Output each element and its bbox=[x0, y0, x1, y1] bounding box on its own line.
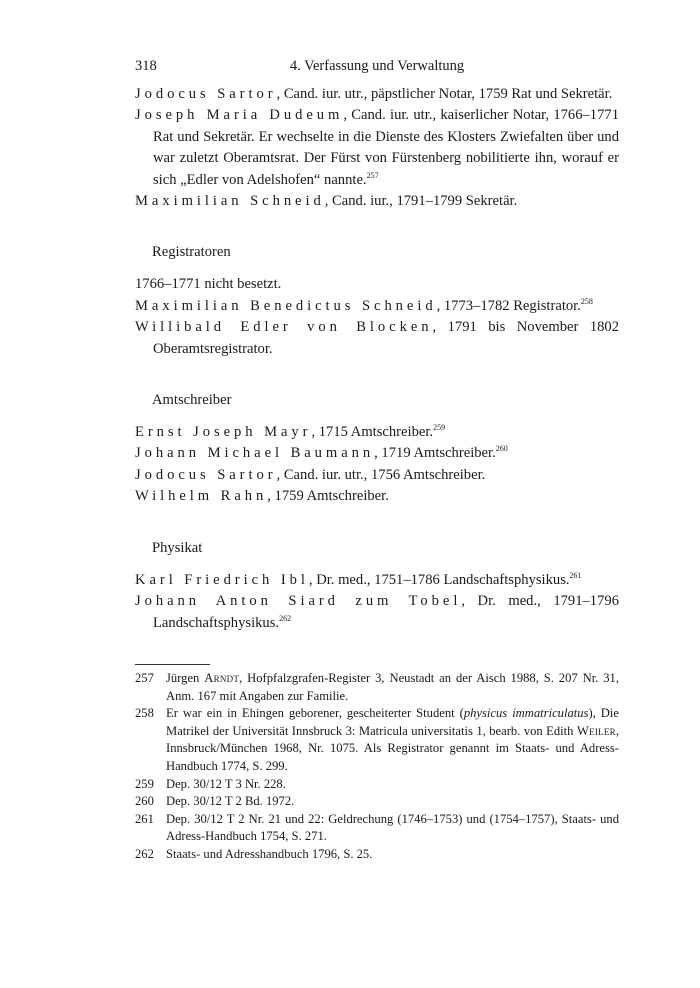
footnote-text: Dep. 30/12 T 3 Nr. 228. bbox=[166, 776, 286, 791]
entry-text: , 1791 bis November 1802 Oberamtsregistrator. bbox=[153, 319, 620, 357]
registrars-list bbox=[135, 274, 619, 360]
person-name: Willibald Edler von Blocken bbox=[135, 319, 433, 336]
entry-text: , 1719 Amtschreiber. bbox=[374, 445, 496, 462]
footnote-ref: 257 bbox=[366, 170, 379, 180]
footnote-number: 262 bbox=[135, 846, 154, 861]
list-item bbox=[135, 317, 619, 360]
person-name: Karl Friedrich Ibl bbox=[135, 571, 309, 588]
running-head bbox=[135, 58, 619, 84]
footnote-ref: 260 bbox=[495, 444, 508, 454]
page-number: 318 bbox=[135, 58, 157, 74]
footnote-text: Dep. 30/12 T 2 Nr. 21 und 22: Geldrechung (1746–1753) und (1754–1757), Staats- und Adress-Handbuch 1754, S. 271. bbox=[166, 811, 619, 844]
footnote bbox=[135, 670, 619, 705]
latin-term: physicus immatriculatus bbox=[463, 706, 589, 721]
footnote bbox=[135, 811, 619, 846]
entry-text: , 1773–1782 Registrator. bbox=[436, 297, 581, 314]
list-item bbox=[135, 191, 619, 212]
footnote-ref: 258 bbox=[580, 296, 593, 306]
list-item bbox=[135, 296, 619, 317]
list-item bbox=[135, 443, 619, 464]
section-heading-physikat: Physikat bbox=[152, 539, 203, 556]
section-heading-amtschreiber: Amtschreiber bbox=[152, 392, 232, 409]
list-item bbox=[135, 486, 619, 507]
footnote-text: , Hofpfalzgrafen-Register 3, Neustadt an der Aisch 1988, S. 207 Nr. 31, Anm. 167 mit Angaben zur Familie. bbox=[166, 671, 619, 703]
footnote-text: ), Die Matrikel der Universität Innsbruck 3: Matricula universitatis 1, bearb. von Edith bbox=[166, 706, 619, 738]
footnote-number: 257 bbox=[135, 671, 154, 685]
footnote-ref: 261 bbox=[569, 570, 582, 580]
list-item: 1766–1771 nicht besetzt. bbox=[135, 276, 282, 293]
list-item bbox=[135, 422, 619, 443]
list-item bbox=[135, 591, 619, 634]
footnote bbox=[135, 793, 619, 811]
person-name: Maximilian Benedictus Schneid bbox=[135, 297, 437, 314]
entry-text: , Cand. iur., 1791–1799 Sekretär. bbox=[324, 193, 518, 210]
footnote-number: 260 bbox=[135, 794, 154, 809]
footnote-number: 258 bbox=[135, 706, 154, 721]
footnote-text: Dep. 30/12 T 2 Bd. 1972. bbox=[166, 794, 295, 809]
page-body bbox=[135, 58, 619, 634]
footnote-number: 259 bbox=[135, 776, 154, 791]
list-item bbox=[135, 465, 619, 486]
chapter-title: 4. Verfassung und Verwaltung bbox=[289, 58, 465, 74]
entry-text: , Dr. med., 1791–1796 Landschaftsphysikus. bbox=[153, 593, 619, 631]
list-item bbox=[135, 84, 619, 105]
footnote-ref: 262 bbox=[279, 613, 292, 623]
section-heading-registratoren: Registratoren bbox=[152, 244, 231, 261]
physicians-list bbox=[135, 570, 619, 634]
list-item bbox=[135, 105, 619, 191]
person-name: Ernst Joseph Mayr bbox=[135, 424, 312, 441]
entry-text: , Cand. iur. utr., päpstlicher Notar, 1759 Rat und Sekretär. bbox=[276, 86, 613, 102]
entry-text: , 1715 Amtschreiber. bbox=[311, 424, 434, 441]
entry-text: , Dr. med., 1751–1786 Landschaftsphysikus. bbox=[308, 571, 570, 588]
footnote bbox=[135, 846, 619, 864]
person-name: Jodocus Sartor bbox=[135, 86, 277, 102]
person-name: Johann Michael Baumann bbox=[135, 445, 375, 462]
secretaries-list bbox=[135, 84, 619, 212]
footnote bbox=[135, 705, 619, 775]
person-name: Maximilian Schneid bbox=[135, 193, 325, 210]
author-name: Arndt bbox=[204, 671, 240, 685]
footnotes bbox=[135, 670, 619, 864]
person-name: Johann Anton Siard zum Tobel bbox=[135, 593, 462, 610]
footnote-ref: 259 bbox=[433, 423, 446, 433]
list-item bbox=[135, 570, 619, 591]
entry-text: , 1759 Amtschreiber. bbox=[267, 488, 389, 505]
entry-text: , Cand. iur. utr., 1756 Amtschreiber. bbox=[276, 466, 486, 483]
footnote-divider bbox=[135, 664, 210, 665]
footnote-text: Er war ein in Ehingen geborener, gescheiterter Student ( bbox=[166, 706, 464, 721]
footnote-text: Staats- und Adresshandbuch 1796, S. 25. bbox=[166, 846, 373, 861]
author-name: Weiler bbox=[576, 723, 616, 738]
person-name: Jodocus Sartor bbox=[135, 466, 277, 483]
person-name: Joseph Maria Dudeum bbox=[135, 107, 344, 124]
footnote-text: , Innsbruck/München 1968, Nr. 1075. Als Registrator genannt im Staats- und Adress-Handbuch 1774, S. 299. bbox=[166, 723, 619, 773]
footnote-number: 261 bbox=[135, 811, 154, 826]
footnote bbox=[135, 776, 619, 794]
footnote-text: Jürgen bbox=[166, 671, 205, 685]
entry-text: , Cand. iur. utr., kaiserlicher Notar, 1766–1771 Rat und Sekretär. Er wechselte in die Dienste des Klosters Zwiefalten über und war zuletzt Oberamtsrat. Der Fürst von Fürstenberg nobilitierte ihn, worauf er sich „Edler von Adelshofen“ nannte. bbox=[153, 107, 619, 188]
person-name: Wilhelm Rahn bbox=[135, 488, 268, 505]
clerks-list bbox=[135, 422, 619, 508]
